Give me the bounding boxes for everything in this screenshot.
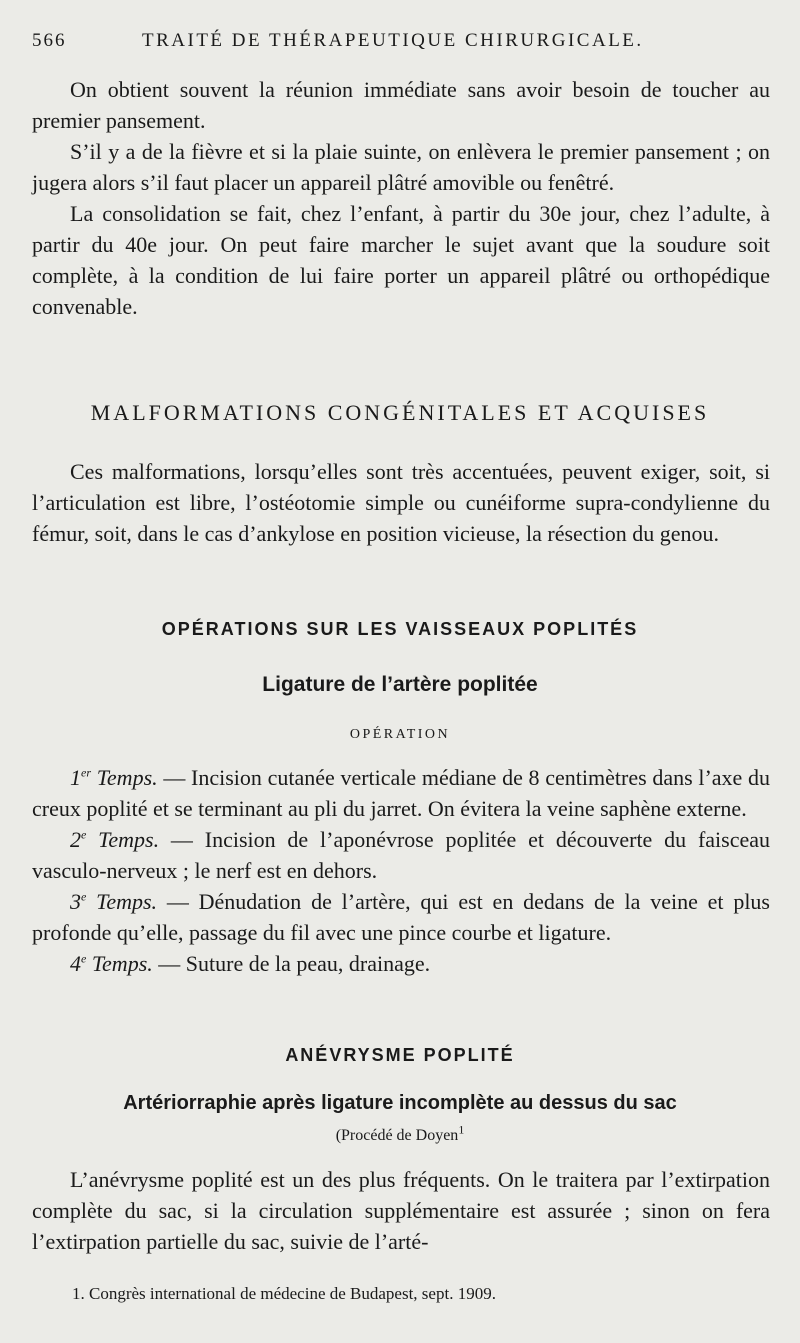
section-heading-operations: OPÉRATIONS SUR LES VAISSEAUX POPLITÉS [161, 619, 639, 639]
paragraph: Ces malformations, lorsqu’elles sont très accentuées, peuvent exiger, soit, si l’articulation est libre, l’ostéotomie simple ou cunéiforme supra-condylienne du fémur, soit, dans le cas d’ankylose en position vicieuse, la résection du genou. [32, 459, 770, 546]
intro-text [32, 74, 770, 322]
paragraph: S’il y a de la fièvre et si la plaie suinte, on enlèvera le premier pansement ; on jugera alors s’il faut placer un appareil plâtré amovible ou fenêtré. [32, 139, 770, 195]
footnote-ref: 1 [458, 1122, 465, 1137]
step-item: 3e Temps. — Dénudation de l’artère, qui est en dedans de la veine et plus profonde qu’elle, passage du fil avec une pince courbe et ligature. [32, 889, 770, 945]
section-heading-anevrysme: ANÉVRYSME POPLITÉ [285, 1045, 515, 1065]
malformations-text [32, 456, 770, 549]
operation-steps [32, 762, 770, 979]
anevrysme-text [32, 1164, 770, 1257]
paragraph: La consolidation se fait, chez l’enfant, à partir du 30e jour, chez l’adulte, à partir du 40e jour. On peut faire marcher le sujet avant que la soudure soit complète, à la condition de lui faire porter un appareil plâtré ou orthopédique convenable. [32, 201, 770, 319]
step-item: 1er Temps. — Incision cutanée verticale médiane de 8 centimètres dans l’axe du creux poplité et se terminant au pli du jarret. On évitera la veine saphène externe. [32, 765, 771, 821]
footnote-text: Congrès international de médecine de Budapest, sept. 1909. [89, 1284, 496, 1303]
step-number: 2e Temps. [70, 827, 160, 852]
footnote-marker: 1. [72, 1284, 85, 1303]
subsection-heading-ligature: Ligature de l’artère poplitée [262, 673, 538, 696]
footnote [72, 1284, 770, 1304]
paragraph: L’anévrysme poplité est un des plus fréquents. On le traitera par l’extirpation complète du sac, si la circulation supplémentaire est assurée ; sinon on fera l’extirpation partielle du sac, suivie de l’arté- [32, 1167, 770, 1254]
step-number: 1er Temps. [70, 765, 158, 790]
step-item: 4e Temps. — Suture de la peau, drainage. [70, 951, 431, 976]
step-number: 4e Temps. [70, 951, 153, 976]
step-number: 3e Temps. [70, 889, 158, 914]
page-number: 566 [32, 30, 67, 51]
running-title: TRAITÉ DE THÉRAPEUTIQUE CHIRURGICALE. [142, 30, 644, 51]
subsection-heading-arteriorraphie: Artériorraphie après ligature incomplète au dessus du sac [123, 1092, 677, 1114]
paragraph: On obtient souvent la réunion immédiate sans avoir besoin de toucher au premier pansement. [32, 77, 770, 133]
operation-label: OPÉRATION [349, 727, 451, 742]
procede-attribution: (Procédé de Doyen$^1$ [335, 1122, 465, 1144]
section-heading-malformations: MALFORMATIONS CONGÉNITALES ET ACQUISES [90, 400, 710, 425]
running-head [32, 30, 770, 60]
step-item: 2e Temps. — Incision de l’aponévrose poplitée et découverte du faisceau vasculo-nerveux ; le nerf est en dehors. [32, 827, 771, 883]
